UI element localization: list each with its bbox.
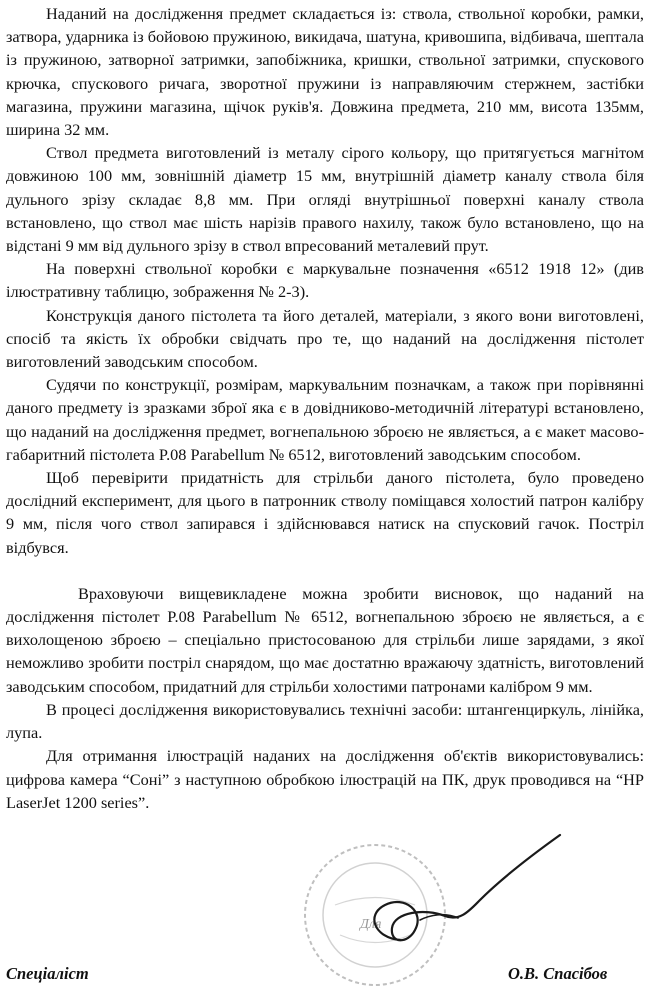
signature-mark <box>330 820 570 970</box>
paragraph-tools: В процесі дослідження використовувались технічні засоби: штангенциркуль, лінійка, лупа. <box>6 699 644 743</box>
paragraph-experiment: Щоб перевірити придатність для стрільби даного пістолета, було проведено дослідний експеримент, для цього в патронник стволу поміщався холостий патрон калібру 9 мм, після чого ствол запирався і здійснювався натиск на спусковий гачок. Постріл відбувся. <box>6 468 644 557</box>
stamp-label: Для <box>360 917 382 932</box>
paragraph-illustrations: Для отримання ілюстрацій наданих на дослідження об'єктів використовувались: цифрова камера “Соні” з наступною обробкою ілюстрацій на ПК, друк проводився на “HP LaserJet 1200 series”. <box>6 746 644 812</box>
paragraph-barrel: Ствол предмета виготовлений із металу сірого кольору, що притягується магнітом довжиною 100 мм, зовнішній діаметр 15 мм, внутрішній діаметр каналу ствола біля дульного зрізу складає 8,8 мм. При огляді внутрішньої поверхні каналу ствола встановлено, що ствол має шість нарізів правого нахилу, також було встановлено, що на відстані 9 мм від дульного зрізу в ствол впресований металевий прут. <box>6 143 644 256</box>
specialist-name: О.В. Спасібов <box>508 964 608 983</box>
paragraph-comparison: Судячи по конструкції, розмірам, маркувальним позначкам, а також при порівнянні даного предмету із зразками зброї яка є в довідниково-методичній літературі встановлено, що наданий на дослідження предмет, вогнепальною зброєю не являється, а є макет масово-габаритний пістолета P.08 Parabellum № 6512, виготовлений заводським способом. <box>6 375 644 464</box>
paragraph-composition: Наданий на дослідження предмет складається із: ствола, ствольної коробки, рамки, затвора, ударника із бойовою пружиною, викидача, шатуна, кривошипа, відбивача, шептала із пружиною, затворної затримки, запобіжника, кришки, ствольної затримки, спускового крючка, спускового ричага, зворотної пружини із направляючим стержнем, застібки магазина, пружини магазина, щічок руків'я. Довжина предмета, 210 мм, висота 135мм, ширина 32 мм. <box>6 4 644 140</box>
specialist-label: Спеціаліст <box>6 964 89 983</box>
paragraph-marking: На поверхні ствольної коробки є маркувальне позначення «6512 1918 12» (див ілюстративну таблицю, зображення № 2-3). <box>6 259 644 302</box>
paragraph-conclusion: Враховуючи вищевикладене можна зробити висновок, що наданий на дослідження пістолет P.08 Parabellum № 6512, вогнепальною зброєю не являється, а є вихолощеною зброєю – спеціально пристосованою для стрільби лише зарядами, з якої неможливо зробити постріл снарядом, що має достатню вражаючу здатність, виготовлений заводським способом, придатний для стрільби холостими патронами калібром 9 мм. <box>6 583 644 696</box>
document-body <box>6 2 644 814</box>
paragraph-manufacture: Конструкція даного пістолета та його деталей, матеріали, з якого вони виготовлені, спосіб та якість їх обробки свідчать про те, що наданий на дослідження пістолет виготовлений заводським способом. <box>6 305 644 372</box>
